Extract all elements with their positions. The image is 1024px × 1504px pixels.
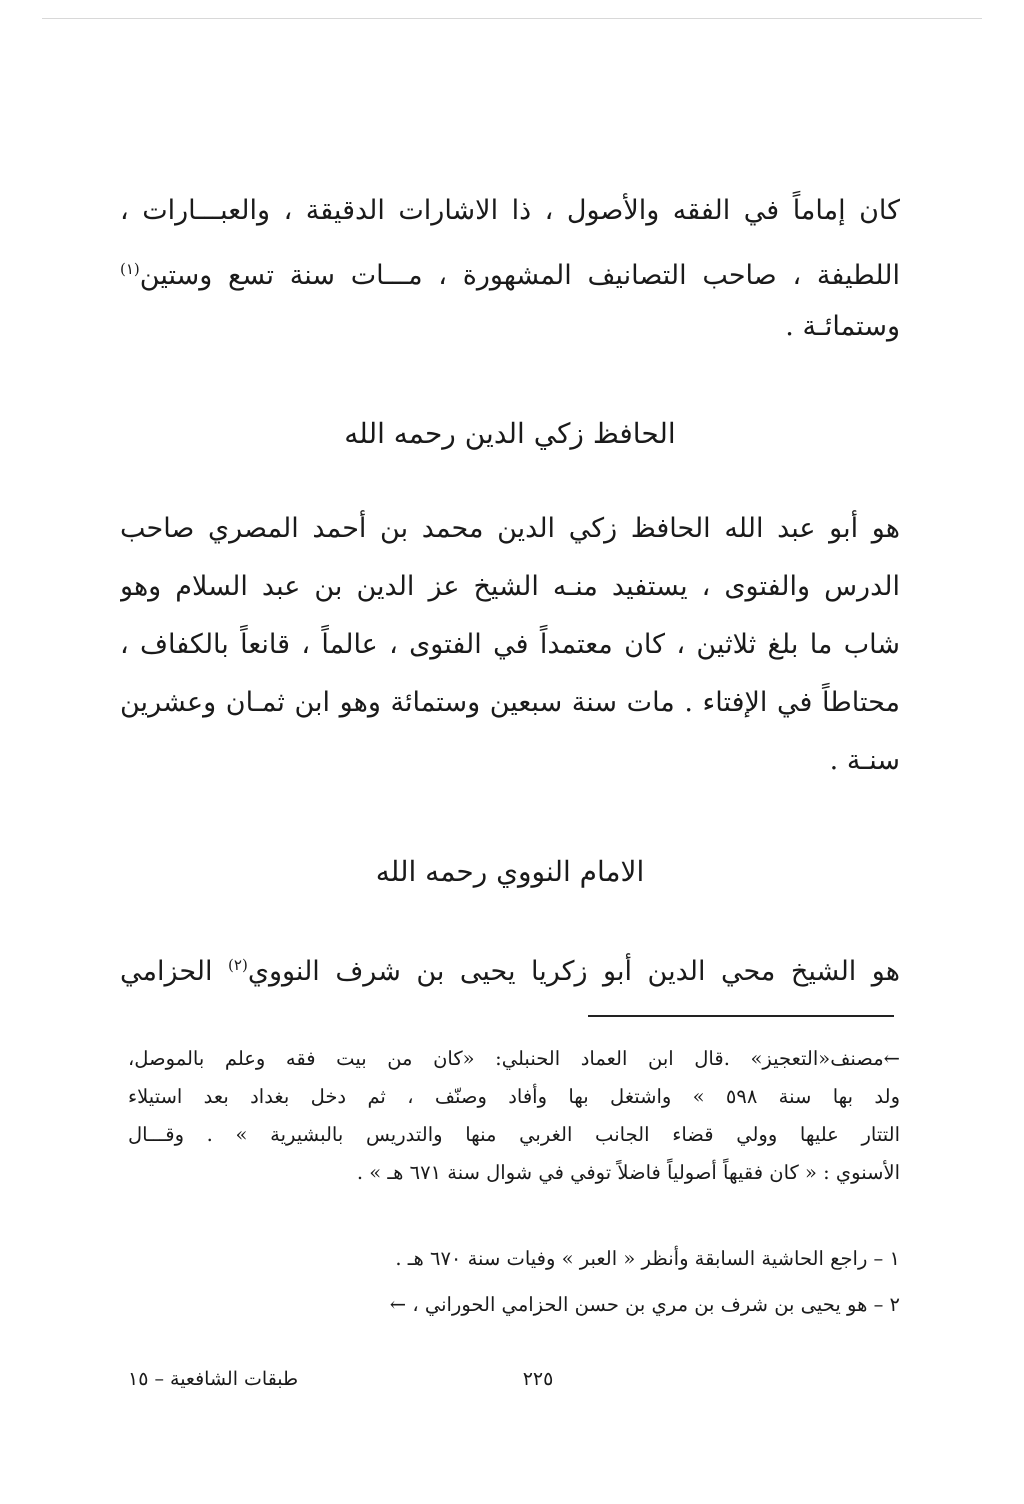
paragraph-1 [120, 182, 900, 356]
paragraph-3-text-before-ref: هو الشيخ محي الدين أبو زكريا يحيى بن شرف النووي [247, 956, 900, 987]
section-heading-al-nawawi: الامام النووي رحمه الله [375, 855, 645, 888]
paragraph-2-line-4: محتاطاً في الإفتاء . مات سنة سبعين وستمائة وهو ابن ثمـان وعشرين [120, 687, 900, 718]
paragraph-1-line-3: وستمائـة . [785, 311, 900, 342]
paragraph-2-line-1: هو أبو عبد الله الحافظ زكي الدين محمد بن أحمد المصري صاحب [120, 513, 900, 544]
paragraph-1-line-2 [120, 240, 900, 298]
paragraph-1-line-2-text: اللطيفة ، صاحب التصانيف المشهورة ، مـــات سنة تسع وستين [139, 260, 900, 291]
book-signature: طبقات الشافعية – ١٥ [128, 1368, 299, 1390]
footnote-ref-2: (٢) [228, 956, 248, 974]
paragraph-3-text-after-ref: الحزامي [120, 956, 229, 987]
page-number: ٢٢٥ [522, 1368, 554, 1390]
footnote-continuation [128, 1040, 900, 1192]
section-heading-zaki-al-din: الحافظ زكي الدين رحمه الله [344, 417, 676, 450]
footnote-continuation-line-2: ولد بها سنة ٥٩٨ » واشتغل بها وأفاد وصنّف ، ثم دخل بغداد بعد استيلاء [128, 1085, 900, 1108]
paragraph-2-line-2: الدرس والفتوى ، يستفيد منـه الشيخ عز الدين بن عبد السلام وهو [120, 571, 900, 602]
footnote-1: ١ – راجع الحاشية السابقة وأنظر « العبر » وفيات سنة ٦٧٠ هـ . [395, 1247, 900, 1270]
paragraph-3 [120, 936, 900, 994]
paragraph-1-line-1: كان إماماً في الفقه والأصول ، ذا الاشارات الدقيقة ، والعبـــارات ، [120, 195, 900, 226]
footnote-continuation-line-1: ←مصنف«التعجيز» .قال ابن العماد الحنبلي: «كان من بيت فقه وعلم بالموصل، [128, 1047, 900, 1070]
paragraph-2-line-5: سنـة . [829, 745, 900, 776]
footnote-ref-1: (١) [120, 260, 140, 278]
footnote-continuation-line-3: التتار عليها وولي قضاء الجانب الغربي منها والتدريس بالبشيرية » . وقـــال [128, 1123, 900, 1146]
paragraph-2 [120, 500, 900, 790]
paragraph-2-line-3: شاب ما بلغ ثلاثين ، كان معتمداً في الفتوى ، عالماً ، قانعاً بالكفاف ، [120, 629, 900, 660]
footnote-separator [588, 1015, 894, 1017]
footnote-2: ٢ – هو يحيى بن شرف بن مري بن حسن الحزامي الحوراني ، ← [389, 1293, 900, 1316]
paragraph-3-line-1 [120, 936, 900, 994]
footnote-continuation-line-4: الأسنوي : « كان فقيهاً أصولياً فاضلاً توفي في شوال سنة ٦٧١ هـ » . [356, 1161, 900, 1184]
page-footer [128, 1362, 900, 1396]
